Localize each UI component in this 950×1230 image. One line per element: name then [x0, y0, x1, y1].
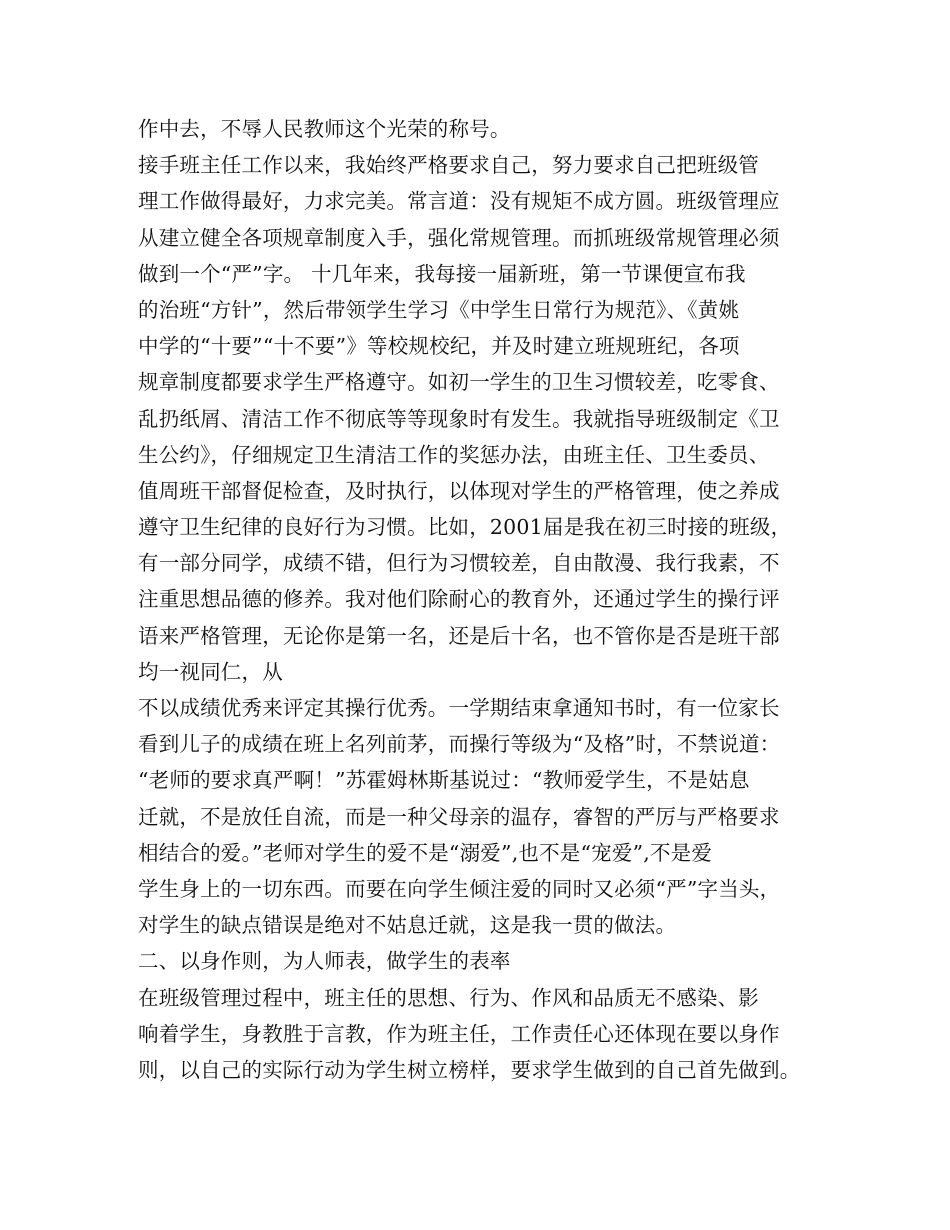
text-line: 则，以自己的实际行动为学生树立榜样，要求学生做到的自己首先做到。 [138, 1057, 801, 1082]
text-line: 值周班干部督促检查，及时执行，以体现对学生的严格管理，使之养成 [138, 478, 780, 503]
text-line: 相结合的爱。”老师对学生的爱不是“溺爱”,也不是“宠爱”,不是爱 [138, 840, 713, 865]
text-line: 学生身上的一切东西。而要在向学生倾注爱的同时又必须“严”字当头， [138, 876, 781, 901]
text-line: 中学的“十要”“十不要”》等校规校纪，并及时建立班规班纪，各项 [138, 334, 740, 359]
text-line: 响着学生，身教胜于言教，作为班主任，工作责任心还体现在要以身作 [138, 1021, 780, 1046]
text-line: 均一视同仁，从 [138, 659, 283, 684]
text-line: 生公约》，仔细规定卫生清洁工作的奖惩办法，由班主任、卫生委员、 [138, 442, 770, 467]
text-line: 接手班主任工作以来，我始终严格要求自己，努力要求自己把班级管 [138, 153, 759, 178]
text-line: 遵守卫生纪律的良好行为习惯。比如，2001届是我在初三时接的班级， [138, 515, 792, 540]
text-line: 迁就，不是放任自流，而是一种父母亲的温存，睿智的严厉与严格要求 [138, 804, 780, 829]
text-line: 对学生的缺点错误是绝对不姑息迁就，这是我一贯的做法。 [138, 913, 677, 938]
text-line: 看到儿子的成绩在班上名列前茅，而操行等级为“及格”时，不禁说道： [138, 732, 781, 757]
text-line: “老师的要求真严啊！”苏霍姆林斯基说过：“教师爱学生，不是姑息 [138, 768, 750, 793]
text-line: 的治班“方针”，然后带领学生学习《中学生日常行为规范》、《黄姚 [138, 297, 740, 322]
text-line: 理工作做得最好，力求完美。常言道：没有规矩不成方圆。班级管理应 [138, 189, 780, 214]
text-line: 不以成绩优秀来评定其操行优秀。一学期结束拿通知书时，有一位家长 [138, 696, 780, 720]
text-line: 从建立健全各项规章制度入手，强化常规管理。而抓班级常规管理必须 [138, 225, 780, 250]
body-text [138, 111, 838, 1088]
text-line: 作中去，不辱人民教师这个光荣的称号。 [138, 117, 511, 141]
text-line: 有一部分同学，成绩不错，但行为习惯较差，自由散漫、我行我素，不 [138, 551, 780, 576]
text-line: 在班级管理过程中，班主任的思想、行为、作风和品质无不感染、影 [138, 985, 759, 1010]
text-line: 注重思想品德的修养。我对他们除耐心的教育外，还通过学生的操行评 [138, 587, 780, 612]
text-line: 语来严格管理，无论你是第一名，还是后十名，也不管你是否是班干部 [138, 623, 780, 648]
section-heading: 二、以身作则，为人师表，做学生的表率 [138, 949, 511, 974]
text-line: 规章制度都要求学生严格遵守。如初一学生的卫生习惯较差，吃零食、 [138, 370, 780, 395]
text-line: 做到一个“严”字。 十几年来，我每接一届新班，第一节课便宣布我 [138, 261, 746, 286]
text-line: 乱扔纸屑、清洁工作不彻底等等现象时有发生。我就指导班级制定《卫 [138, 406, 780, 431]
